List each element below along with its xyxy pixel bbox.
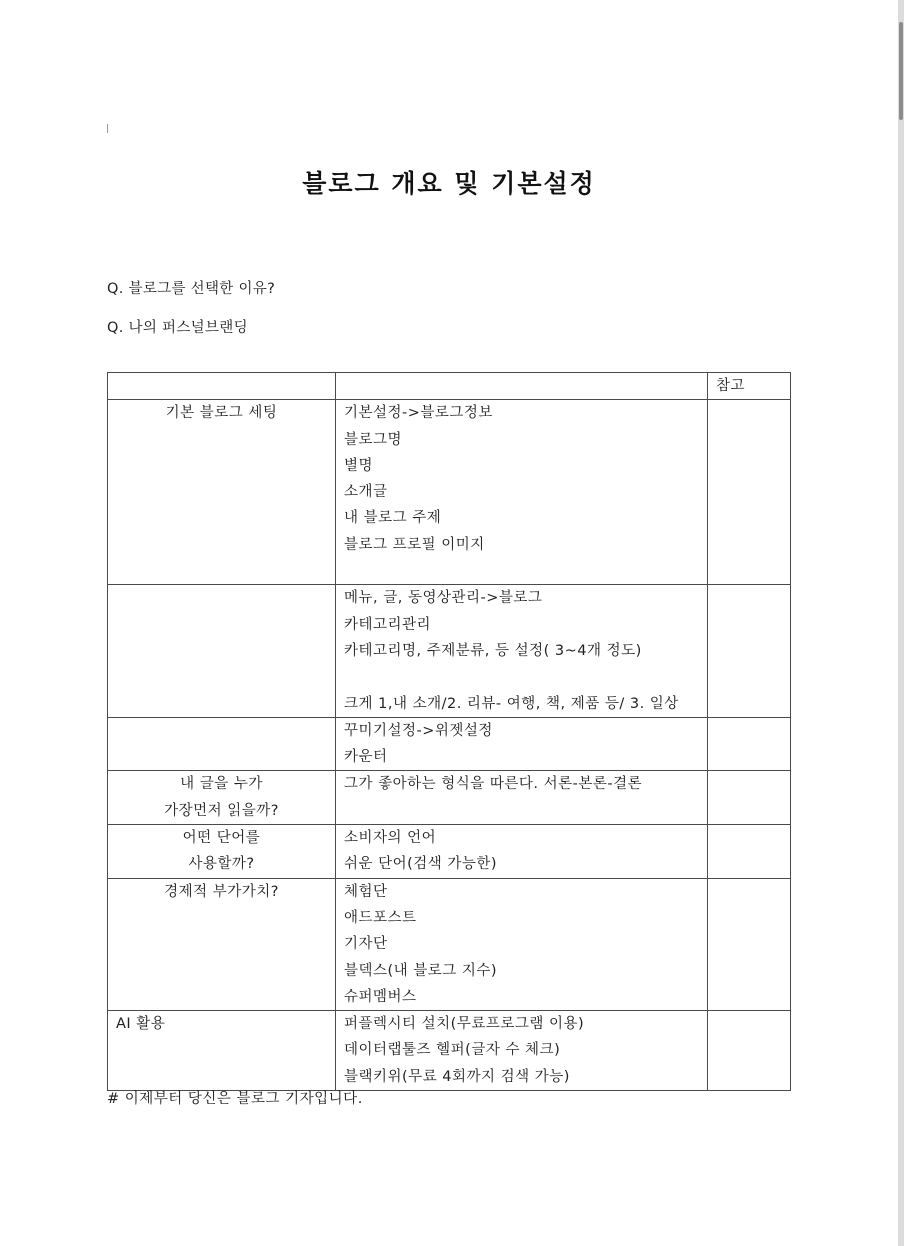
note-cell	[708, 585, 791, 717]
list-item: 퍼플렉시티 설치(무료프로그램 이용)	[344, 1016, 585, 1033]
list-item: 크게 1,내 소개/2. 리뷰- 여행, 책, 제품 등/ 3. 일상	[344, 695, 679, 712]
note-cell	[708, 400, 791, 585]
category-label: 기본 블로그 세팅	[165, 405, 278, 422]
table-row-decoration-settings	[108, 717, 791, 771]
list-item: 애드포스트	[344, 909, 417, 926]
category-label: 내 글을 누가	[180, 776, 263, 793]
note-cell	[708, 878, 791, 1010]
vertical-scrollbar[interactable]	[898, 0, 904, 1246]
content-cell	[336, 400, 708, 585]
category-cell	[108, 1011, 336, 1091]
category-label: 어떤 단어를	[182, 830, 261, 847]
table-row-which-words	[108, 825, 791, 879]
list-item: 기본설정->블로그정보	[344, 405, 493, 422]
table-row-basic-settings	[108, 400, 791, 585]
list-item: 그가 좋아하는 형식을 따른다. 서론-본론-결론	[344, 776, 643, 793]
table-row-who-reads-first	[108, 771, 791, 825]
list-item: 슈퍼멤버스	[344, 988, 417, 1005]
content-cell	[336, 717, 708, 771]
list-item: 체험단	[344, 883, 388, 900]
list-item: 블로그명	[344, 431, 403, 448]
question-why-blog: Q. 블로그를 선택한 이유?	[107, 281, 276, 297]
content-cell	[336, 585, 708, 717]
list-item: 내 블로그 주제	[344, 510, 442, 527]
category-cell	[108, 825, 336, 879]
category-label	[116, 585, 327, 611]
list-item	[344, 798, 699, 824]
table-row-economic-value	[108, 878, 791, 1010]
list-item: 데이터랩툴즈 헬퍼(글자 수 체크)	[344, 1042, 561, 1059]
scrollbar-thumb[interactable]	[899, 22, 903, 120]
header-cell-content	[336, 373, 708, 400]
list-item: 소개글	[344, 484, 388, 501]
category-cell	[108, 771, 336, 825]
list-item: 메뉴, 글, 동영상관리->블로그	[344, 590, 543, 607]
category-cell	[108, 717, 336, 771]
text-cursor	[107, 124, 108, 133]
header-note-label: 참고	[716, 378, 746, 394]
category-label: 사용할까?	[188, 856, 255, 873]
footer-note: # 이제부터 당신은 블로그 기자입니다.	[107, 1091, 363, 1107]
list-item: 소비자의 언어	[344, 830, 437, 847]
note-cell	[708, 1011, 791, 1091]
content-cell	[336, 825, 708, 879]
list-item: 기자단	[344, 936, 388, 953]
table-header-row	[108, 373, 791, 400]
note-cell	[708, 771, 791, 825]
note-cell	[708, 825, 791, 879]
document-title: 블로그 개요 및 기본설정	[302, 169, 596, 198]
category-label: 가장먼저 읽을까?	[164, 802, 279, 819]
list-item: 카테고리관리	[344, 616, 432, 633]
list-item: 별명	[344, 457, 374, 474]
category-label: AI 활용	[116, 1016, 166, 1033]
content-cell	[336, 771, 708, 825]
blog-setup-table	[107, 372, 791, 1091]
note-cell	[708, 717, 791, 771]
list-item: 꾸미기설정->위젯설정	[344, 722, 493, 739]
header-cell-category	[108, 373, 336, 400]
table-row-ai-usage	[108, 1011, 791, 1091]
category-cell	[108, 878, 336, 1010]
list-item	[344, 664, 699, 690]
content-cell	[336, 1011, 708, 1091]
list-item: 카운터	[344, 749, 388, 766]
category-label: 경제적 부가가치?	[164, 883, 279, 900]
category-cell	[108, 400, 336, 585]
list-item	[344, 558, 699, 584]
content-cell	[336, 878, 708, 1010]
list-item: 블랙키위(무료 4회까지 검색 가능)	[344, 1068, 570, 1085]
list-item: 카테고리명, 주제분류, 등 설정( 3~4개 정도)	[344, 642, 642, 659]
header-cell-note	[708, 373, 791, 400]
category-label	[116, 718, 327, 744]
list-item: 쉬운 단어(검색 가능한)	[344, 856, 498, 873]
table-row-menu-management	[108, 585, 791, 717]
category-cell	[108, 585, 336, 717]
list-item: 블덱스(내 블로그 지수)	[344, 962, 498, 979]
list-item: 블로그 프로필 이미지	[344, 536, 485, 553]
question-personal-branding: Q. 나의 퍼스널브랜딩	[107, 320, 248, 336]
